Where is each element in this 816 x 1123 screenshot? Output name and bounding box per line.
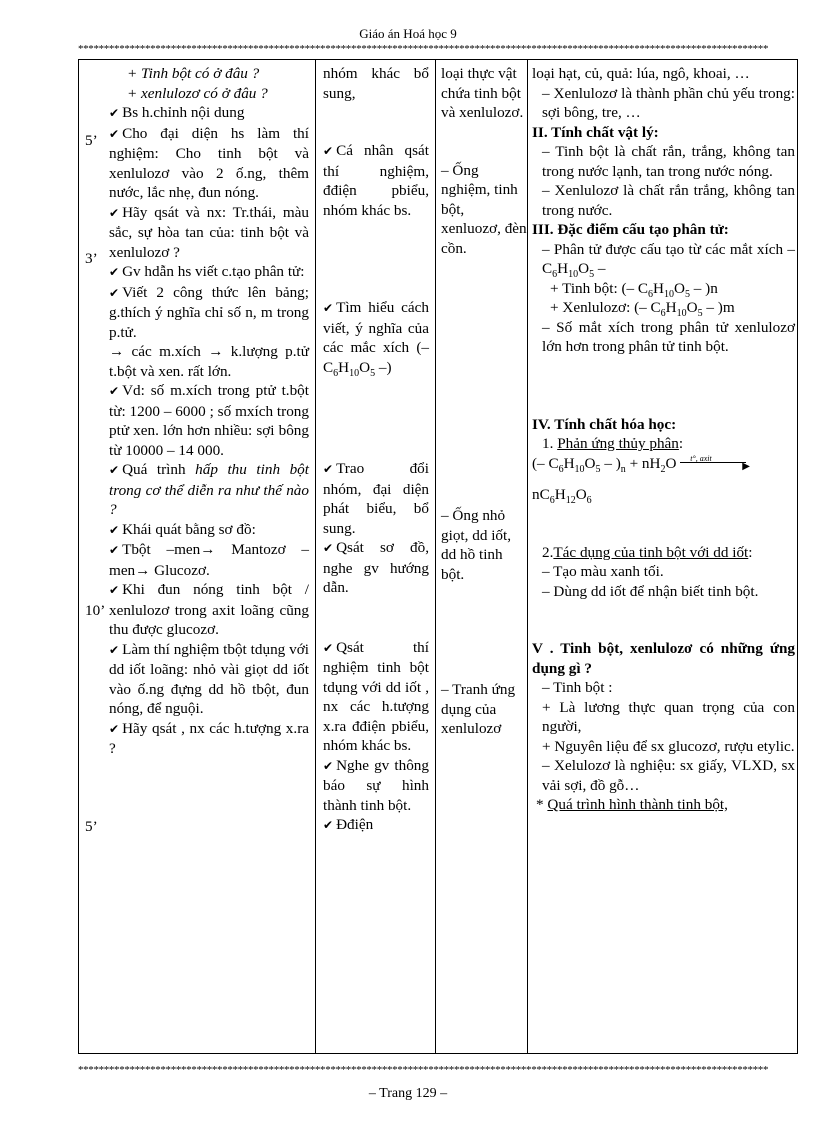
section-heading: II. Tính chất vật lý:	[532, 123, 659, 141]
teacher-step: ✔ Hãy qsát và nx: Tr.thái, màu sắc, sự hòa tan của: tinh bột và xenlulozơ ?	[109, 203, 309, 263]
teacher-step: ✔ Cho đại diện hs làm thí nghiệm: Cho tinh bột và xenlulozơ vào 2 ố.ng, thêm nước, lắc nhẹ, đun nóng.	[109, 124, 309, 203]
question-text: + Tinh bột có ở đâu ?	[127, 65, 260, 82]
formula-line: + Xenlulozơ: (– $C_6H_{10}O_5 - )m$	[550, 299, 735, 320]
materials-item: – Tranh ứng dụng của xenlulozơ	[441, 681, 516, 737]
teacher-step: ✔ Làm thí nghiệm tbột tdụng với dd iốt loãng: nhỏ vài giọt dd iốt vào ố.ng đựng dd hồ tbột, đun nóng, để nguội.	[109, 640, 309, 719]
content-text: – Tạo màu xanh tối.	[542, 563, 664, 580]
teacher-step: ✔ Tbột –men→ Mantozơ –men→ Glucozơ.	[109, 540, 309, 580]
teacher-step: → các m.xích → k.lượng p.tử t.bột và xen. rất lớn.	[109, 343, 309, 380]
teacher-step: ✔ Khái quát bằng sơ đồ:	[109, 520, 309, 541]
content-text: – Dùng dd iốt để nhận biết tinh bột.	[542, 582, 759, 600]
content-text: – Xelulozơ là nghiệu: sx giấy, VLXD, sx vải sợi, đồ gỗ…	[542, 757, 795, 794]
student-step: ✔ Tìm hiểu cách viết, ý nghĩa của các mắc xích ($-C_6H_{10}O_5$ –)	[323, 298, 429, 377]
content-text: – Số mắt xích trong phân tử xenlulozơ lớn hơn trong phân tử tinh bột.	[542, 318, 795, 355]
section-heading: III. Đặc điểm cấu tạo phân tử:	[532, 221, 729, 238]
section-heading: IV. Tính chất hóa học:	[532, 415, 677, 433]
student-step: ✔ Nghe gv thông báo sự hình thành tinh bột.	[323, 756, 429, 816]
time-label: 10’	[85, 602, 106, 619]
reaction-product: $nC_6H_{12}O_6$	[532, 486, 592, 507]
time-label: 5’	[85, 132, 98, 149]
materials-item: loại thực vật chứa tinh bột và xenlulozơ.	[441, 65, 524, 121]
teacher-step	[109, 460, 309, 520]
formula-line: + Tinh bột: (– $C_6H_{10}O_5 - )n$	[550, 279, 718, 300]
content-text: – Xenlulozơ là thành phần chủ yếu trong: sợi bông, tre, …	[542, 84, 795, 121]
student-step: ✔ Trao đổi nhóm, đại diện phát biểu, bổ sung.	[323, 459, 429, 538]
subsection-heading: 2.Tác dụng của tinh bột với dd iốt:	[542, 543, 753, 561]
reaction-equation: (– $C_6H_{10}O_5 - )_n + nH_2O$ t°, axit ▶	[532, 454, 795, 474]
content-text: + Nguyên liệu để sx glucozơ, rượu etylic.	[542, 737, 795, 755]
student-step: nhóm khác bổ sung,	[323, 65, 429, 102]
content-text: * Quá trình hình thành tinh bột,	[536, 796, 728, 813]
time-label: 3’	[85, 250, 98, 267]
question-text: + xenlulozơ có ở đâu ?	[127, 84, 268, 102]
materials-column	[441, 64, 527, 739]
content-text: + Là lương thực quan trọng của con người,	[542, 698, 795, 735]
page-header: Giáo án Hoá học 9	[359, 26, 457, 41]
content-column	[532, 64, 795, 815]
teacher-step: ✔ Gv hdẫn hs viết c.tạo phân tử:	[109, 262, 309, 283]
content-text: – Tinh bột là chất rắn, trắng, không tan trong nước lạnh, tan trong nước nóng.	[542, 143, 795, 180]
teacher-step: ✔ Khi đun nóng tinh bột / xenlulozơ trong axit loãng cũng thu được glucozơ.	[109, 580, 309, 640]
student-activity-column	[323, 64, 429, 836]
bottom-star-divider: **************************************************************************************************************************************	[78, 1064, 769, 1076]
column-divider	[315, 60, 316, 1053]
section-heading: V . Tinh bột, xenlulozơ có những ứng dụng gì ?	[532, 640, 795, 677]
student-step: ✔ Qsát thí nghiệm tinh bột tdụng với dd iốt , nx các h.tượng x.ra đđiện pbiểu, nhóm khác bs.	[323, 638, 429, 756]
time-label: 5’	[85, 818, 98, 835]
teacher-step-italic: hấp thu tinh bột trong cơ thể diễn ra như thế nào ?	[109, 461, 309, 518]
teacher-step: ✔ Hãy qsát , nx các h.tượng x.ra ?	[109, 719, 309, 759]
materials-item: – Ống nghiệm, tinh bột, xenluozơ, đèn cồn.	[441, 161, 527, 257]
teacher-step-text: Quá trình	[122, 461, 196, 478]
content-text: loại hạt, củ, quả: lúa, ngô, khoai, …	[532, 65, 750, 82]
student-step: ✔ Cá nhân qsát thí nghiệm, đđiện pbiểu, nhóm khác bs.	[323, 141, 429, 220]
teacher-activity-column	[109, 64, 309, 759]
content-text: – Xenlulozơ là chất rắn trắng, không tan trong nước.	[542, 182, 795, 219]
column-divider	[435, 60, 436, 1053]
content-text: – Tinh bột :	[542, 679, 613, 696]
top-star-divider: **************************************************************************************************************************************	[78, 43, 769, 55]
lesson-table	[78, 59, 798, 1054]
page-number: – Trang 129 –	[368, 1086, 448, 1101]
content-text: – Phân tử được cấu tạo từ các mắt xích – $C_6H_{10}O_5$ –	[542, 240, 795, 281]
subsection-heading: 1. Phản ứng thủy phân:	[542, 435, 684, 452]
teacher-step: ✔ Viết 2 công thức lên bảng; g.thích ý nghĩa chỉ số n, m trong p.tử.	[109, 283, 309, 343]
column-divider	[527, 60, 528, 1053]
student-step: ✔ Qsát sơ đồ, nghe gv hướng dẫn.	[323, 538, 429, 598]
reaction-arrow: t°, axit ▶	[680, 456, 752, 468]
teacher-step: ✔ Vd: số m.xích trong ptử t.bột từ: 1200 – 6000 ; số mxích trong ptử xen. lớn hơn nhiều: sợi bông từ 10000 – 14 000.	[109, 381, 309, 460]
materials-item: – Ống nhỏ giọt, dd iốt, dd hồ tinh bột.	[441, 507, 512, 583]
student-step: ✔ Đđiện	[323, 815, 429, 836]
teacher-step: ✔ Bs h.chỉnh nội dung	[109, 103, 309, 124]
